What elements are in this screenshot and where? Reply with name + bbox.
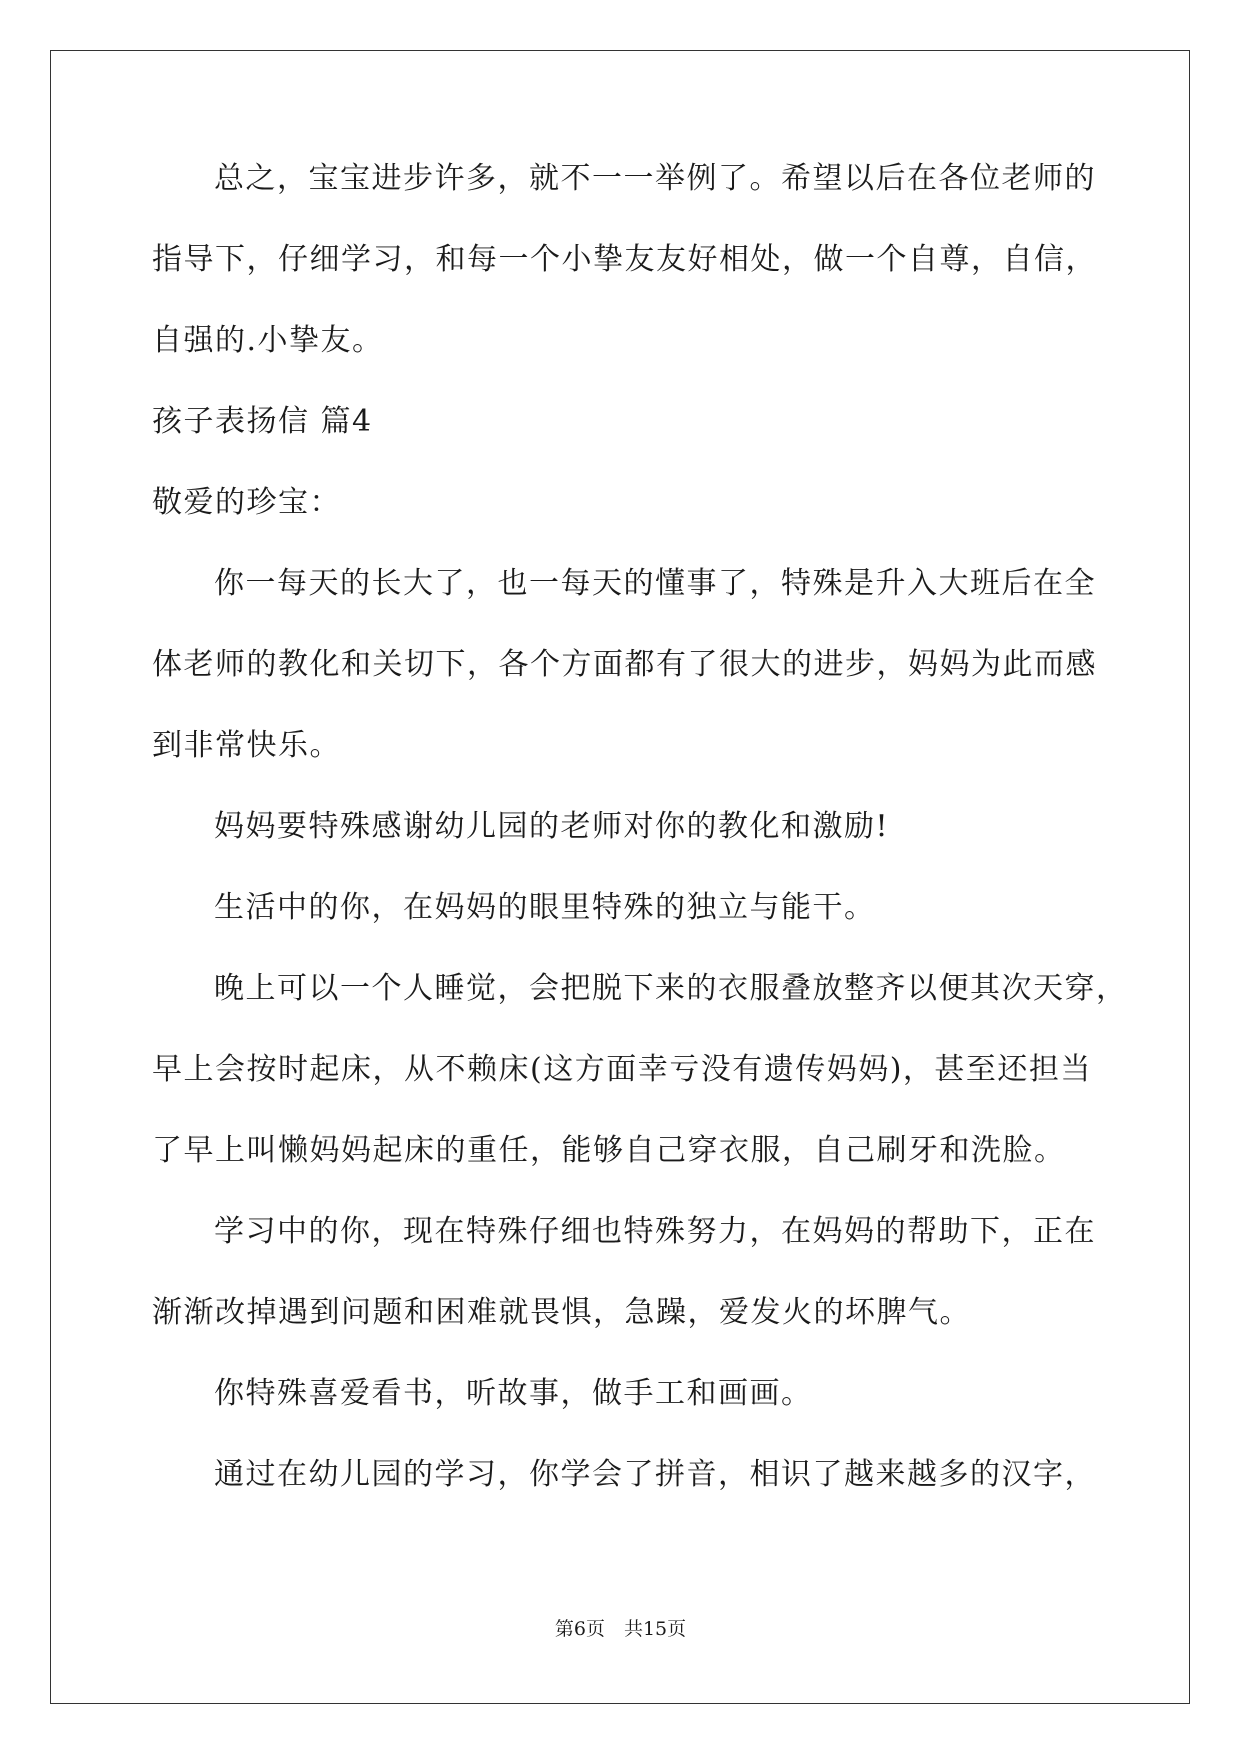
paragraph-line: 生活中的你，在妈妈的眼里特殊的独立与能干。 bbox=[214, 890, 876, 925]
paragraph-line: 晚上可以一个人睡觉，会把脱下来的衣服叠放整齐以便其次天穿， bbox=[214, 971, 1128, 1006]
paragraph-line: 妈妈要特殊感谢幼儿园的老师对你的教化和激励! bbox=[214, 809, 890, 844]
paragraph-line: 学习中的你，现在特殊仔细也特殊努力，在妈妈的帮助下，正在 bbox=[214, 1214, 1096, 1249]
paragraph-line: 早上会按时起床，从不赖床(这方面幸亏没有遗传妈妈)，甚至还担当 bbox=[152, 1052, 1092, 1087]
paragraph-line: 渐渐改掉遇到问题和困难就畏惧，急躁，爱发火的坏脾气。 bbox=[152, 1295, 971, 1330]
paragraph-line: 你特殊喜爱看书，听故事，做手工和画画。 bbox=[214, 1376, 813, 1411]
page-number-footer: 第6页 共15页 bbox=[554, 1618, 687, 1640]
paragraph-line: 总之，宝宝进步许多，就不一一举例了。希望以后在各位老师的 bbox=[214, 161, 1096, 196]
paragraph-line: 自强的.小挚友。 bbox=[152, 323, 384, 358]
paragraph-line: 了早上叫懒妈妈起床的重任，能够自己穿衣服，自己刷牙和洗脸。 bbox=[152, 1133, 1066, 1168]
section-heading: 孩子表扬信 篇4 bbox=[152, 404, 373, 439]
paragraph-line: 你一每天的长大了，也一每天的懂事了，特殊是升入大班后在全 bbox=[214, 566, 1096, 601]
paragraph-line: 体老师的教化和关切下，各个方面都有了很大的进步，妈妈为此而感 bbox=[152, 647, 1097, 682]
document-body bbox=[152, 160, 1128, 1537]
paragraph-line: 到非常快乐。 bbox=[152, 728, 341, 763]
paragraph-line: 通过在幼儿园的学习，你学会了拼音，相识了越来越多的汉字， bbox=[214, 1457, 1096, 1492]
salutation: 敬爱的珍宝： bbox=[152, 485, 341, 520]
paragraph-line: 指导下，仔细学习，和每一个小挚友友好相处，做一个自尊，自信， bbox=[152, 242, 1097, 277]
